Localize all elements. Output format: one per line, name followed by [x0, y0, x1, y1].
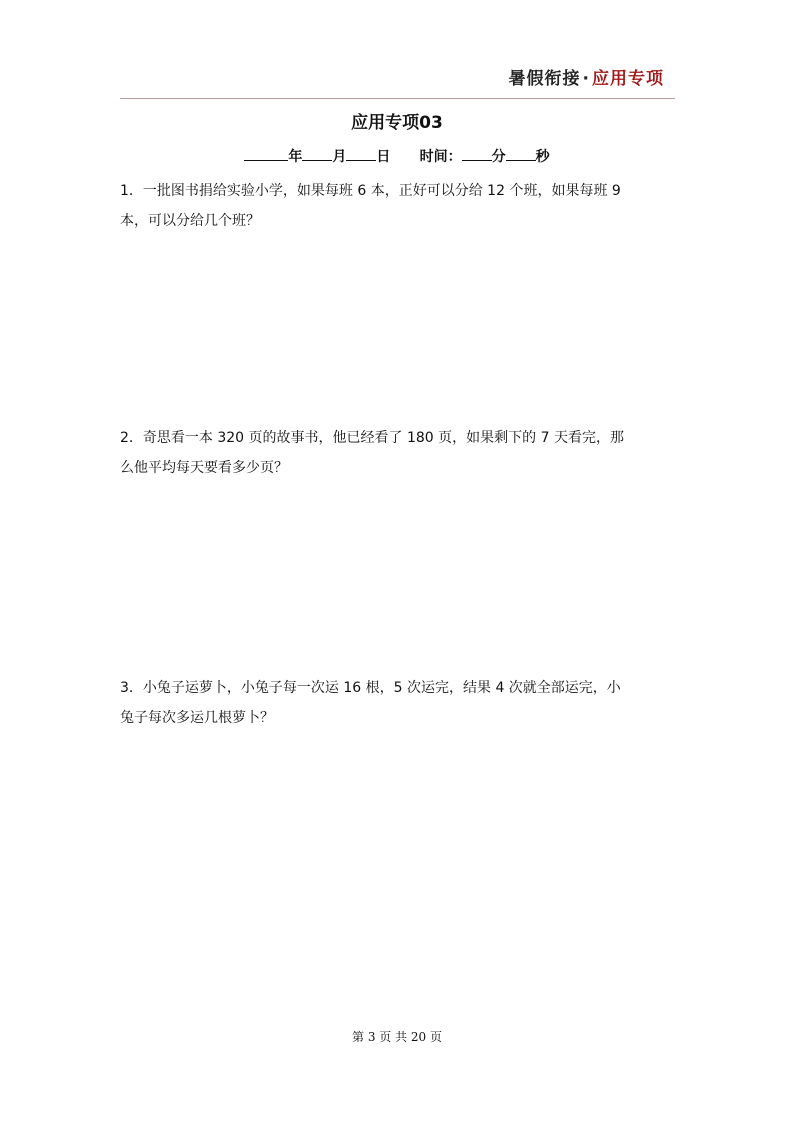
- question-1-line-2: 本，可以分给几个班？: [120, 213, 260, 229]
- page-header: [509, 64, 664, 89]
- question-3-number: 3．: [120, 680, 143, 696]
- question-3-line-2: 兔子每次多运几根萝卜？: [120, 710, 274, 726]
- year-label: 年: [288, 149, 303, 165]
- question-1: [120, 176, 675, 236]
- header-divider: [120, 98, 675, 99]
- question-3: [120, 673, 675, 733]
- question-3-text-1: 小兔子运萝卜，小兔子每一次运 16 根，5 次运完，结果 4 次就全部运完，小: [142, 680, 621, 696]
- question-3-line-1: [120, 673, 675, 703]
- minute-blank: [462, 146, 492, 161]
- day-blank: [346, 146, 376, 161]
- question-2-line-2: 么他平均每天要看多少页？: [120, 460, 288, 476]
- header-series-name: 暑假衔接: [508, 69, 581, 89]
- time-label: 时间：: [419, 149, 462, 165]
- second-label: 秒: [535, 149, 550, 165]
- page-title: 应用专项03: [351, 113, 443, 133]
- question-1-line-1: [120, 176, 675, 206]
- month-label: 月: [332, 149, 347, 165]
- question-2-text-1: 奇思看一本 320 页的故事书，他已经看了 180 页，如果剩下的 7 天看完，那: [142, 430, 624, 446]
- date-time-line: [0, 146, 794, 166]
- header-topic: 应用专项: [592, 69, 664, 89]
- question-1-number: 1．: [120, 183, 143, 199]
- question-2-line-1: [120, 423, 675, 453]
- page-number-footer: 第 3 页 共 20 页: [352, 1030, 442, 1044]
- question-2: [120, 423, 675, 483]
- second-blank: [506, 146, 536, 161]
- year-blank: [244, 146, 288, 161]
- question-2-number: 2．: [120, 430, 143, 446]
- minute-label: 分: [491, 149, 506, 165]
- day-label: 日: [376, 149, 391, 165]
- header-separator: ·: [582, 69, 590, 89]
- month-blank: [302, 146, 332, 161]
- question-1-text-1: 一批图书捐给实验小学，如果每班 6 本，正好可以分给 12 个班，如果每班 9: [142, 183, 621, 199]
